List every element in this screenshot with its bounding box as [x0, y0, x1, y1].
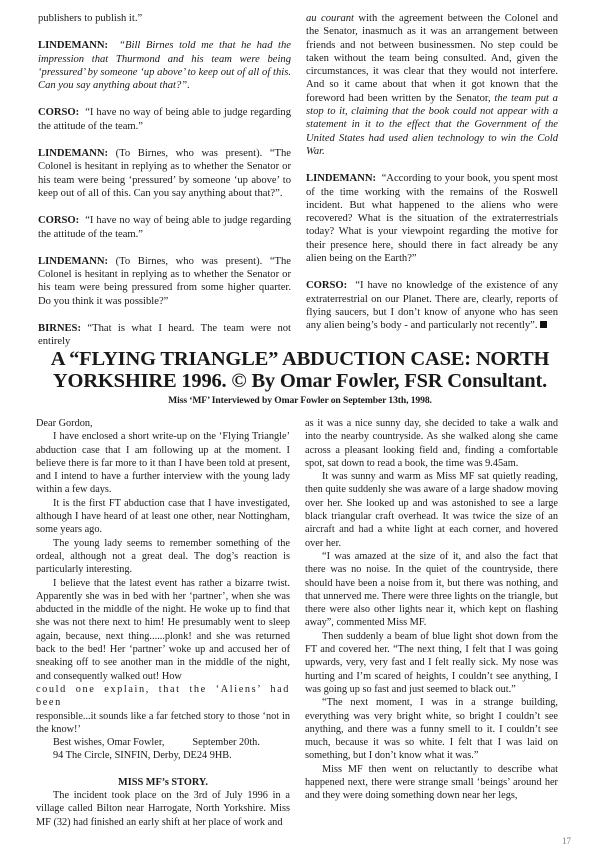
- interview-paragraph: [38, 106, 291, 133]
- story-paragraph: “I was amazed at the size of it, and also the fact that there was no noise. In the quiet of the countryside, there should have been a noise from it, but there was nothing, and that unnerved me. There were three lights on the triangle, but there were also other lights near it, which kept on flashing away”, commented Miss MF.: [305, 550, 558, 629]
- letter-address: 94 The Circle, SINFIN, Derby, DE24 9HB.: [53, 750, 232, 762]
- letter-signoff: [36, 736, 290, 749]
- story-paragraph: as it was a nice sunny day, she decided to take a walk and into the nearby countryside. As she walked along she came across a pleasant looking field and, finding a comfortable spot, sat down to read a book, the time was 9.45am.: [305, 418, 558, 469]
- paragraph-text: “I have no way of being able to judge regarding the attitude of the team.”: [38, 215, 292, 240]
- speaker-label: LINDEMANN:: [38, 148, 109, 160]
- story-paragraph: It was sunny and warm as Miss MF sat quietly reading, then quite suddenly she was aware of a large shadow moving over her. She looked up and was astonished to see a large black triangular craft overhead. It was twice the size of an aircraft and had a white light at each corner, and hovered over her.: [305, 471, 558, 549]
- paragraph-text: “I have no way of being able to judge regarding the attitude of the team.”: [38, 107, 292, 132]
- paragraph-text: “Bill Birnes told me that he had the impression that Thurmond and his team were being ‘pressured’ by someone ‘up above’ to keep out of all of this. Can you say anything about that?”.: [38, 40, 291, 92]
- letter-date: September 20th.: [192, 737, 260, 749]
- speaker-label: CORSO:: [306, 280, 348, 292]
- story-heading: MISS MF’s STORY.: [118, 776, 208, 788]
- article-subhead: Miss ‘MF’ Interviewed by Omar Fowler on September 13th, 1998.: [168, 395, 432, 406]
- interview-paragraph: [38, 322, 291, 349]
- interview-paragraph: [306, 12, 558, 158]
- speaker-label: LINDEMANN:: [38, 255, 109, 267]
- interview-paragraph: [38, 214, 291, 241]
- paragraph-text: (To Birnes, who was present). “The Colonel is hesitant in replying as to whether the Senator or his team were being ‘pressured’ by someone ‘up above’ to keep out of all of this. Can you say anything about that?”.: [38, 148, 291, 199]
- article-left-column: [36, 417, 290, 829]
- article-headline: A “FLYING TRIANGLE” ABDUCTION CASE: NORTH YORKSHIRE 1996. © By Omar Fowler, FSR Consultant.: [50, 348, 550, 392]
- speaker-label: LINDEMANN:: [38, 40, 109, 52]
- letter-paragraph: I believe that the latest event has rather a bizarre twist. Apparently she was in bed with her ‘partner’, when she was abducted in the middle of the night. He woke up to find that she was not there next to him! He presumably went to sleep again, because, next thing......plonk! and she was returned back to the bed! Her ‘partner’ woke up and accused her of sneaking off to see another man in the middle of the night, and consequently walked out! How: [36, 577, 290, 682]
- paragraph-text: with the agreement between the Colonel and the Senator, inasmuch as it was an arrangement between friends and not between businessmen. No step could be taken without the team being consulted. And, given the circumstances, it was clear that they would not interfere. And so it came about that when it got known that the foreword had been written by the Senator,: [306, 13, 558, 104]
- letter-paragraph: The young lady seems to remember something of the ordeal, although not a great deal. The dog’s reaction is particularly interesting.: [36, 537, 290, 576]
- letter-paragraph: It is the first FT abduction case that I have investigated, although I have heard of at least one other, near Nottingham, some years ago.: [36, 497, 290, 536]
- letter-salutation: Dear Gordon,: [36, 418, 93, 429]
- page-number: 17: [562, 836, 571, 846]
- speaker-label: CORSO:: [38, 107, 80, 119]
- story-paragraph: Miss MF then went on reluctantly to describe what happened next, there were strange small ‘beings’ around her and they were doing something down near her legs,: [305, 763, 558, 802]
- interview-paragraph: [306, 279, 558, 332]
- speaker-label: CORSO:: [38, 215, 80, 227]
- paragraph-italic-text: the team put a stop to it, claiming that the book could not appear with a statement in it to the effect that the Government of the United States had used alien technology to win the Cold War.: [306, 92, 558, 157]
- interview-right-column: [306, 12, 558, 347]
- paragraph-text: “According to your book, you spent most of the time working with the remains of the Roswell incident. But what happened to the aliens who were recovered? What is the situation of the extraterrestrials today? What is your viewpoint regarding the motive for their presence here, should there in fact already be any alien being on the Earth?”: [306, 173, 558, 265]
- story-paragraph: The incident took place on the 3rd of July 1996 in a village called Bilton near Harrogate, North Yorkshire. Miss MF (32) had finished an early shift at her place of work and: [36, 790, 290, 828]
- letter-paragraph-end: responsible...it sounds like a far fetched story to those ‘not in the know!’: [36, 710, 290, 735]
- letter-paragraph-spaced-line: could one explain, that the ‘Aliens’ had been: [36, 683, 290, 709]
- paragraph-text: publishers to publish it.”: [38, 13, 143, 24]
- story-paragraph: “The next moment, I was in a strange building, everything was very bright white, so bright I couldn’t see anything, and there was a funny smell to it. I couldn’t see much, because it was so white. I felt that I was laid on something, but I don’t know what it was.”: [305, 697, 558, 762]
- interview-paragraph: [38, 147, 291, 200]
- paragraph-text: (To Birnes, who was present). “The Colonel is hesitant in replying as to whether the Senator or his team were being pressured from some higher quarter. Do you think it was possible?”: [38, 255, 291, 307]
- story-paragraph: Then suddenly a beam of blue light shot down from the FT and covered her. “The next thing, I felt that I was going upwards, very, very fast and I felt really sick. My nose was hurting and I’m scared of heights, I couldn’t see anything, I was going up so fast and just seemed to black out.”: [305, 630, 558, 695]
- signoff-text: Best wishes, Omar Fowler,: [53, 737, 165, 749]
- letter-paragraph: I have enclosed a short write-up on the ‘Flying Triangle’ abduction case that I am following up at the moment. I believe there is far more to it than I have been told at present, and I intend to have a further interview with the young lady within a few days.: [36, 431, 290, 496]
- speaker-label: LINDEMANN:: [306, 173, 377, 185]
- interview-paragraph: [38, 255, 291, 308]
- interview-paragraph: [306, 172, 558, 265]
- paragraph-italic-text: au courant: [306, 13, 354, 24]
- interview-left-column: [38, 12, 291, 363]
- interview-paragraph: [38, 39, 291, 92]
- article-right-column: [305, 417, 558, 803]
- end-of-article-square-icon: [540, 321, 547, 328]
- paragraph-text: “I have no knowledge of the existence of any extraterrestrial on our Planet. There are, clearly, reports of flying saucers, but I don’t know of anyone who has seen any alien being’s body - and particularly not recently”.: [306, 280, 559, 332]
- speaker-label: BIRNES:: [38, 323, 81, 335]
- paragraph-text: “That is what I heard. The team were not entirely: [38, 323, 291, 348]
- interview-paragraph: [38, 12, 291, 25]
